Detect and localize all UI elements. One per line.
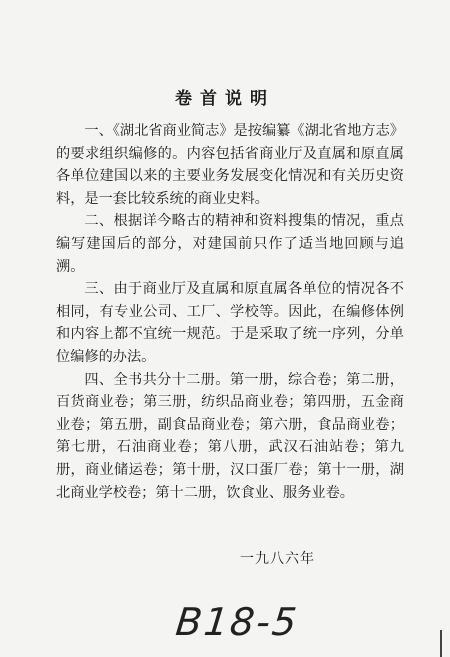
margin-mark: [440, 630, 450, 657]
paragraph-1: 一、《湖北省商业简志》是按编纂《湖北省地方志》的要求组织编修的。内容包括省商业厅及直属和原直属各单位建国以来的主要业务发展变化情况和有关历史资料，是一套比较系统的商业史料。: [56, 123, 404, 207]
paragraph-4: 四、全书共分十二册。第一册，综合卷；第二册，百货商业卷；第三册，纺织品商业卷；第四册，五金商业卷；第五册，副食品商业卷；第六册，食品商业卷；第七册，石油商业卷；第八册，武汉石油站卷；第九册，商业储运卷；第十册，汉口蛋厂卷；第十一册，湖北商业学校卷；第十二册，饮食业、服务业卷。: [56, 371, 404, 501]
document-date: 一九八六年: [240, 551, 315, 567]
handwritten-catalog-number: B18-5: [173, 600, 301, 644]
paragraph-3: 三、由于商业厅及直属和原直属各单位的情况各不相同，有专业公司、工厂、学校等。因此，在编修体例和内容上都不宜统一规范。于是采取了统一序列，分单位编修的办法。: [56, 281, 404, 365]
body-text: [56, 120, 404, 504]
paragraph-2: 二、根据详今略古的精神和资料搜集的情况，重点编写建国后的部分，对建国前只作了适当地回顾与追溯。: [56, 213, 404, 275]
page-title: 卷首说明: [175, 89, 275, 109]
